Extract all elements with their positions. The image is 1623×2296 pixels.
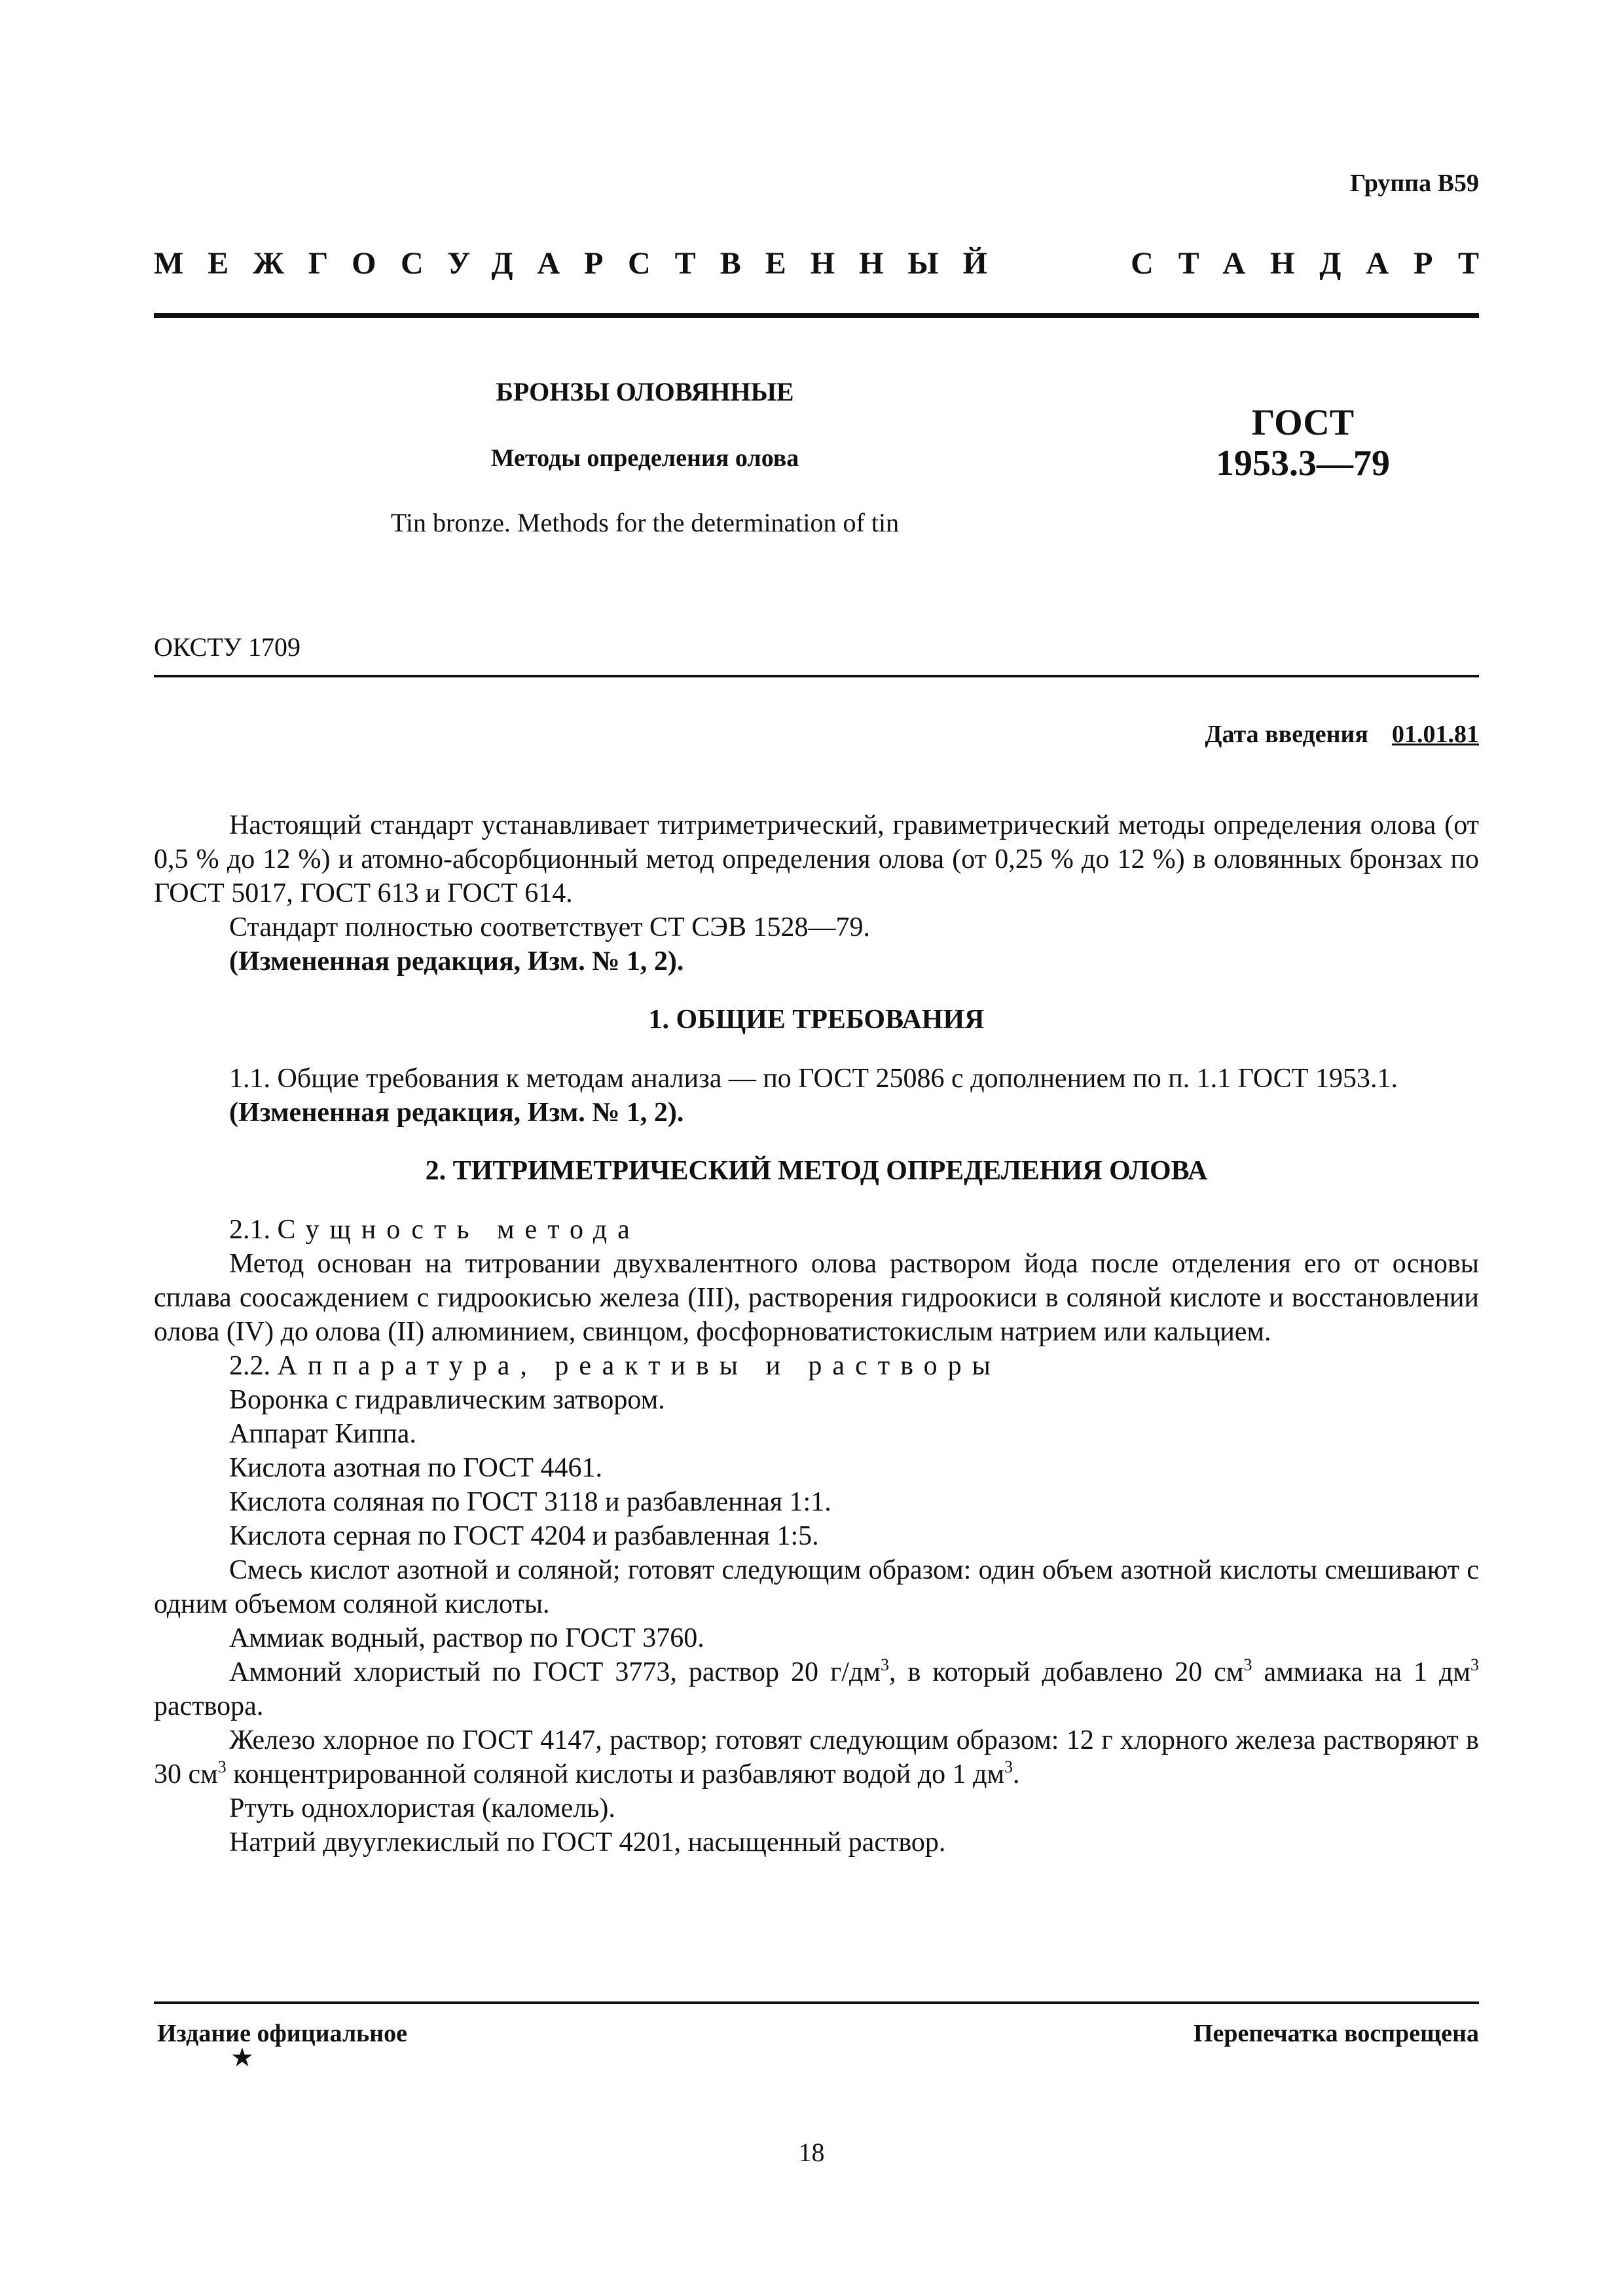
divider-rule [154,675,1479,677]
list-item: Ртуть однохлористая (каломель). [229,1793,615,1823]
list-item: Смесь кислот азотной и соляной; готовят следующим образом: один объем азотной кислоты смешивают с одним объемом соляной кислоты. [154,1555,1479,1619]
gost-designation [1178,403,1427,484]
section-2-1-heading [154,1213,1479,1247]
document-body [154,808,1479,1859]
section-2-1-title: Сущность метода [277,1215,640,1245]
list-item-ammonium-chloride: Аммоний хлористый по ГОСТ 3773, раствор 20 $г/дм^3$, в который добавлено 20 $см^3$ аммиака на 1 $дм^3$ раствора. [154,1655,1479,1721]
date-value: 01.01.81 [1392,721,1479,748]
banner-word-standard: СТАНДАРТ [1131,246,1504,281]
date-label: Дата введения [1205,721,1368,748]
list-item: Аппарат Киппа. [229,1419,416,1449]
reprint-prohibited-label: Перепечатка воспрещена [1193,2020,1479,2047]
gost-label: ГОСТ [1251,403,1355,443]
header-rule [154,313,1479,318]
star-icon: ★ [230,2043,254,2072]
okstu-code: ОКСТУ 1709 [154,632,301,662]
document-title: БРОНЗЫ ОЛОВЯННЫЕ [496,377,794,406]
list-item: Воронка с гидравлическим затвором. [229,1385,665,1415]
banner-word-interstate: МЕЖГОСУДАРСТВЕННЫЙ [154,246,1012,281]
page-number: 18 [798,2138,825,2167]
group-code: Группа В59 [1349,170,1479,197]
list-item: Натрий двууглекислый по ГОСТ 4201, насыщенный раствор. [229,1827,946,1857]
section-2-1-number: 2.1. [229,1215,270,1245]
introduction-date [1205,720,1479,749]
list-item: Кислота серная по ГОСТ 4204 и разбавленная 1:5. [229,1521,819,1551]
standard-banner [154,245,1504,281]
list-item: Аммиак водный, раствор по ГОСТ 3760. [229,1623,704,1653]
list-item: Кислота азотная по ГОСТ 4461. [229,1453,602,1483]
amendment-note: (Измененная редакция, Изм. № 1, 2). [229,946,684,977]
intro-paragraph: Настоящий стандарт устанавливает титриметрический, гравиметрический методы определения олова (от 0,5 % до 12 %) и атомно-абсорбционный метод определения олова (от 0,25 % до 12 %) в оловянных бронзах по ГОСТ 5017, ГОСТ 613 и ГОСТ 614. [154,810,1479,908]
official-edition-label: Издание официальное [157,2020,408,2047]
compliance-paragraph: Стандарт полностью соответствует СТ СЭВ 1528—79. [229,912,870,942]
section-1-amendment-note: (Измененная редакция, Изм. № 1, 2). [229,1098,684,1128]
section-2-2-title: Аппаратура, реактивы и растворы [277,1351,1001,1381]
english-title: Tin bronze. Methods for the determination of tin [390,508,900,537]
list-item-ferric-chloride: Железо хлорное по ГОСТ 4147, раствор; готовят следующим образом: 12 г хлорного железа растворяют в 30 $см^3$ концентрированной соляной кислоты и разбавляют водой до 1 $дм^3$. [154,1725,1479,1789]
section-2-2-heading [154,1349,1479,1383]
footer-rule [154,2001,1479,2004]
section-1-1-paragraph: 1.1. Общие требования к методам анализа — по ГОСТ 25086 с дополнением по п. 1.1 ГОСТ 1953.1. [229,1064,1398,1094]
gost-number: 1953.3—79 [1216,443,1390,484]
section-2-heading: 2. ТИТРИМЕТРИЧЕСКИЙ МЕТОД ОПРЕДЕЛЕНИЯ ОЛОВА [425,1156,1208,1186]
list-item: Кислота соляная по ГОСТ 3118 и разбавленная 1:1. [229,1487,831,1517]
section-2-2-number: 2.2. [229,1351,270,1381]
section-1-heading: 1. ОБЩИЕ ТРЕБОВАНИЯ [648,1005,985,1035]
section-2-1-text: Метод основан на титровании двухвалентного олова раствором йода после отделения его от основы сплава соосаждением с гидроокисью железа (III), растворения гидроокиси в соляной кислоте и восстановлении олова (IV) до олова (II) алюминием, свинцом, фосфорноватистокислым натрием или кальцием. [154,1249,1479,1347]
document-subtitle: Методы определения олова [490,444,799,472]
